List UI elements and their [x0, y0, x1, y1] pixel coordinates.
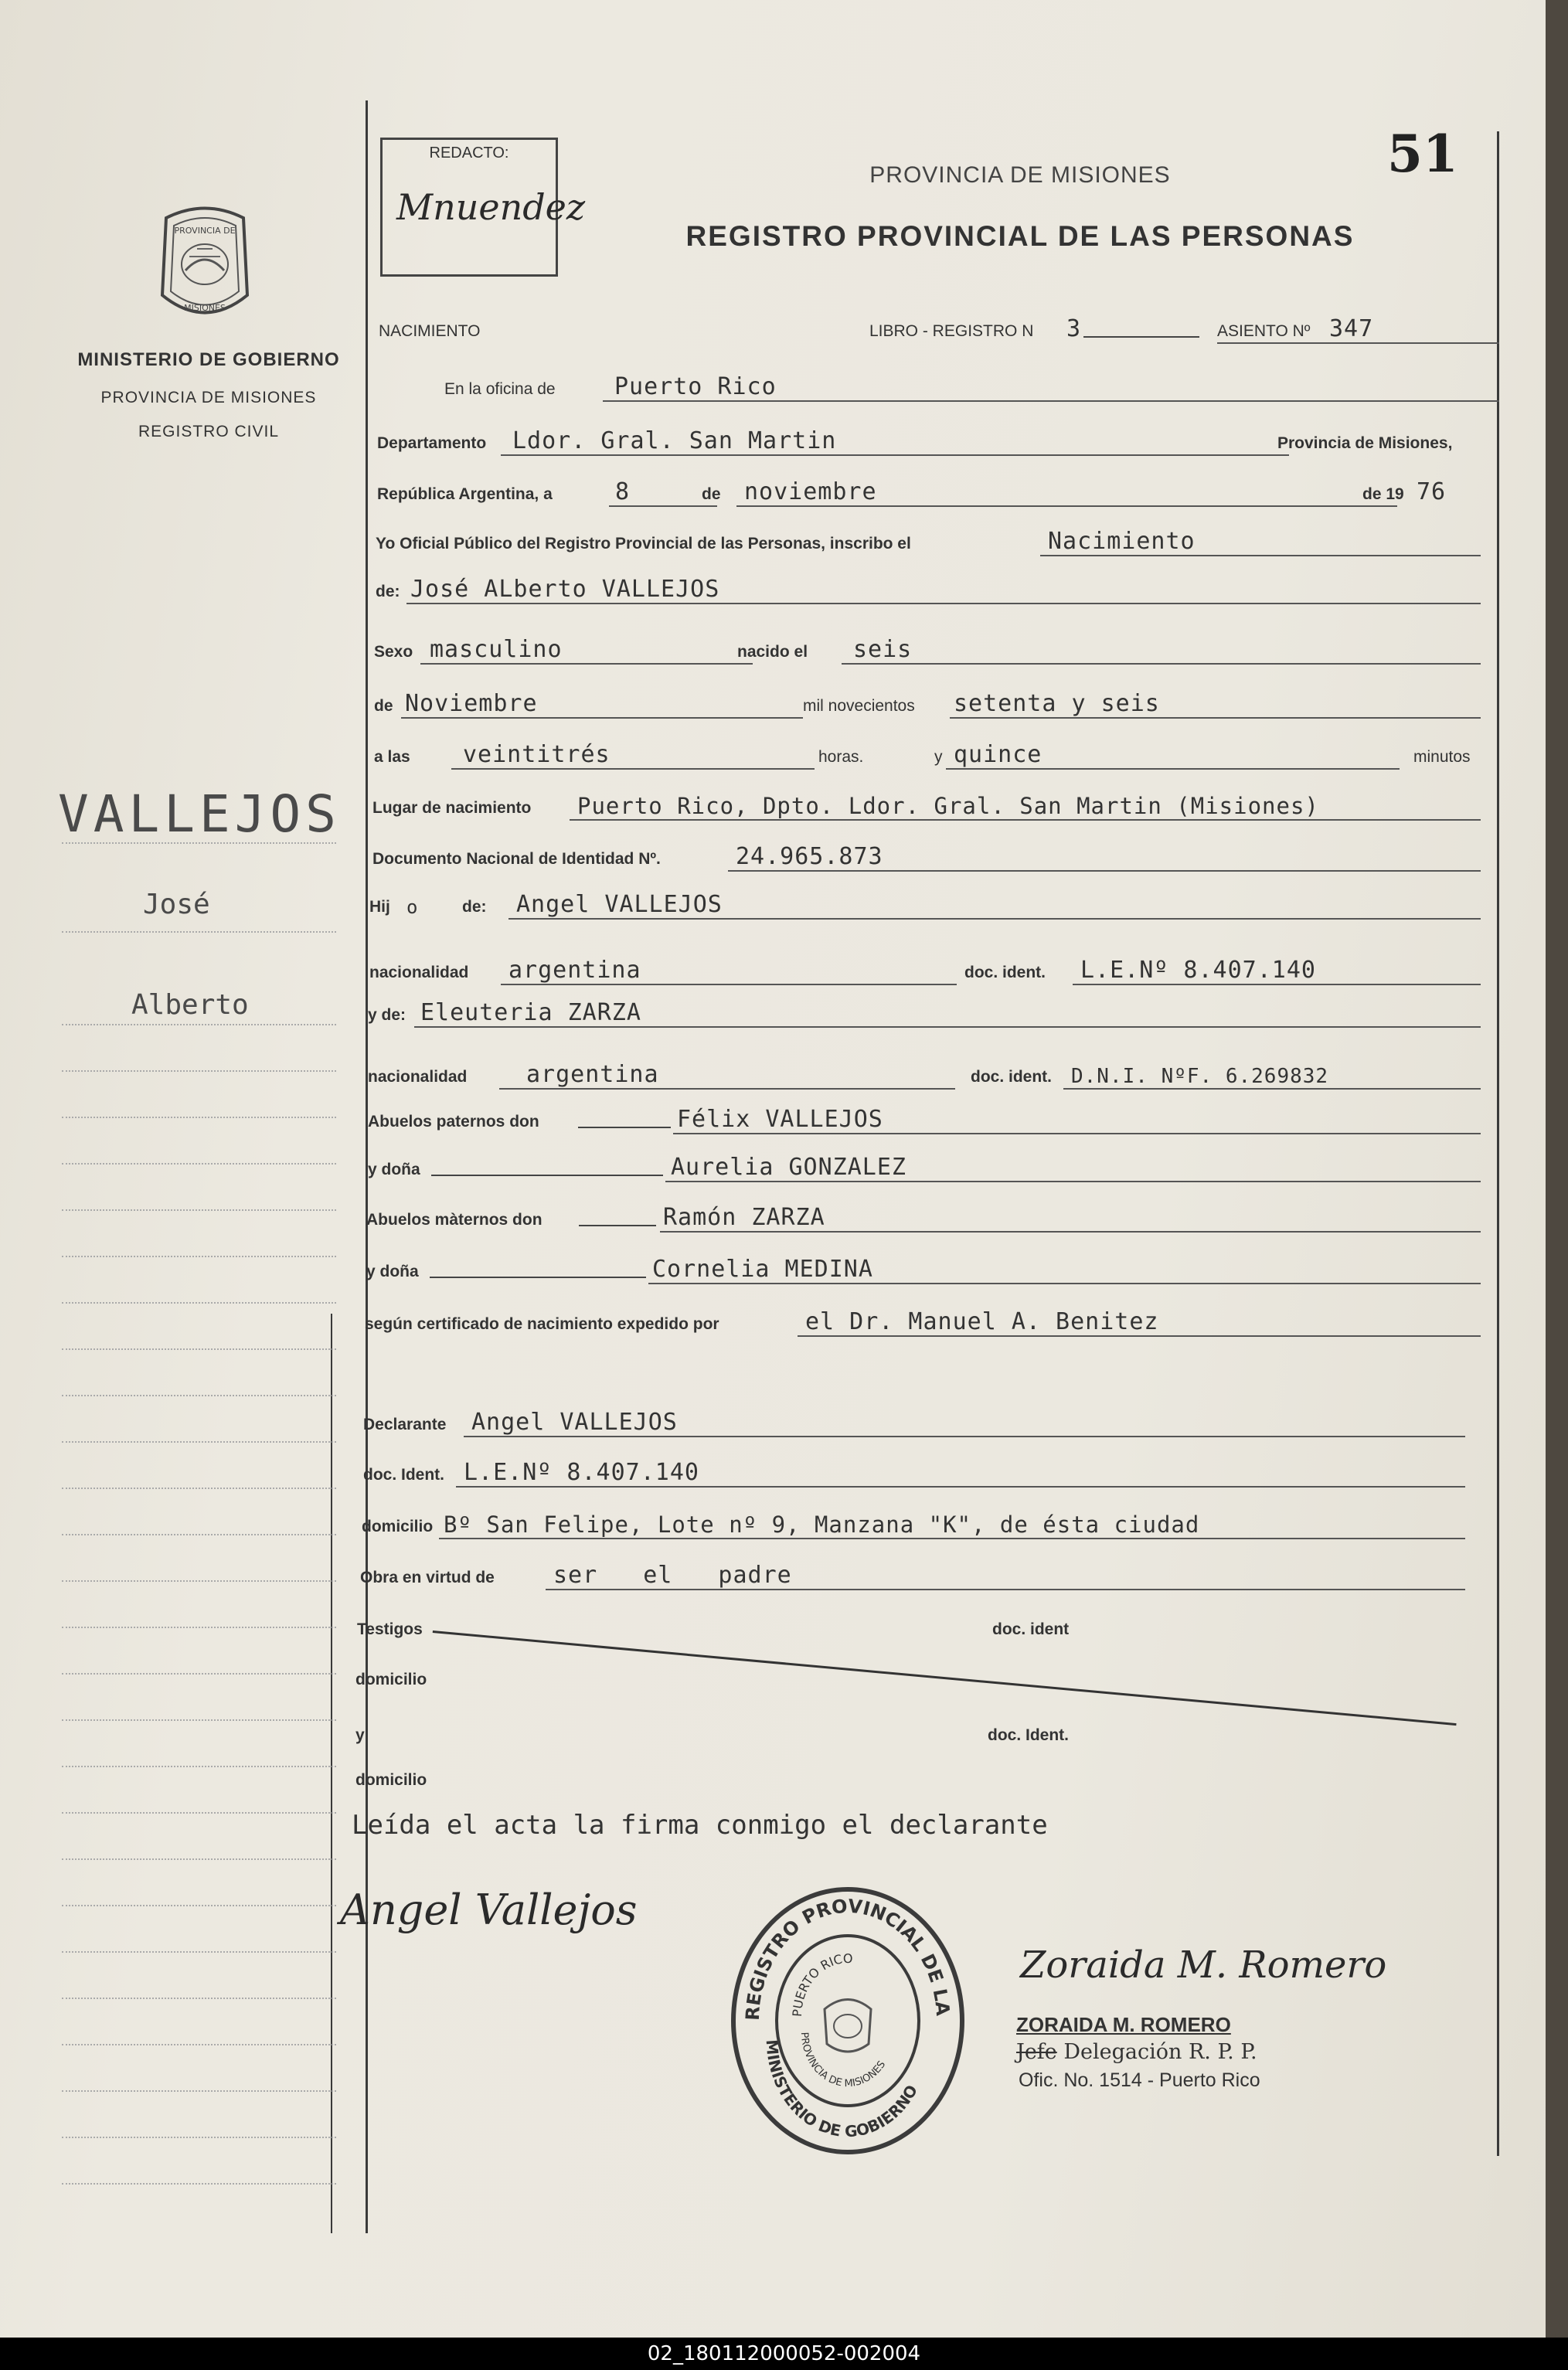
margin-dotline — [62, 1348, 336, 1350]
asiento-line — [1217, 342, 1499, 344]
madre-line — [414, 1026, 1481, 1028]
decl-doc-line — [456, 1486, 1465, 1488]
row-domicilio2 — [355, 1661, 1465, 1695]
hijo-de-label: de: — [462, 898, 487, 916]
margin-dotline — [62, 2183, 336, 2185]
abuela-mat-line — [648, 1283, 1481, 1284]
margin-dotline — [62, 1024, 336, 1025]
dash — [431, 1175, 663, 1176]
de-label: de — [702, 485, 721, 503]
mes-line — [736, 505, 1397, 507]
testigos-label: Testigos — [357, 1620, 423, 1638]
redacto-signature: Mnuendez — [396, 186, 586, 228]
nacido-line — [842, 663, 1481, 665]
stamp-inner-top: PUERTO RICO — [789, 1950, 853, 2018]
dash — [578, 1127, 671, 1128]
margin-dotline — [62, 2090, 336, 2092]
padre-value: Angel VALLEJOS — [516, 891, 723, 918]
libro-label: LIBRO - REGISTRO N — [869, 322, 1034, 340]
nombre-value: José ALberto VALLEJOS — [410, 576, 720, 603]
dni-label: Documento Nacional de Identidad Nº. — [372, 850, 661, 868]
row-abuela-pat — [368, 1151, 1481, 1185]
doc-ident2-label: doc. ident — [992, 1620, 1070, 1638]
oficina-label: En la oficina de — [444, 380, 556, 398]
margin-dotline — [62, 1534, 336, 1535]
row-declarante — [363, 1406, 1465, 1440]
margin-dotline — [62, 1812, 336, 1814]
decl-doc-value: L.E.Nº 8.407.140 — [464, 1459, 699, 1486]
official-title-struck: Jefe — [1016, 2040, 1057, 2064]
page-number: 51 — [1387, 124, 1458, 184]
margin-dotline — [62, 1627, 336, 1628]
row-nacimiento — [379, 313, 1499, 347]
nac-anio-value: setenta y seis — [954, 690, 1160, 717]
abuela-pat-line — [665, 1181, 1481, 1182]
domicilio-line — [439, 1538, 1465, 1539]
redacto-box — [380, 138, 586, 277]
province-emblem-icon — [151, 202, 259, 334]
ministry-title: MINISTERIO DE GOBIERNO — [77, 349, 340, 370]
svg-text:PROVINCIA DE MISIONES — [798, 2032, 888, 2089]
madre-nac-line — [499, 1088, 955, 1090]
nac-mes-line — [401, 717, 803, 719]
nac-mes-value: Noviembre — [405, 690, 538, 717]
declarante-label: Declarante — [363, 1416, 447, 1433]
doc-ident-label: doc. ident. — [971, 1068, 1052, 1086]
horas-value: veintitrés — [463, 741, 611, 768]
obra-line — [546, 1589, 1465, 1590]
row-certificado — [365, 1306, 1481, 1340]
padre-doc: L.E.Nº 8.407.140 — [1080, 957, 1316, 984]
registry-title: REGISTRO PROVINCIAL DE LAS PERSONAS — [685, 220, 1355, 252]
row-obra — [360, 1559, 1465, 1593]
hijo-label: Hij — [369, 898, 390, 916]
madre-value: Eleuteria ZARZA — [420, 999, 641, 1026]
row-nac-mes — [374, 688, 1481, 722]
file-id-label: 02_180112000052-002004 — [647, 2342, 921, 2365]
domicilio-value: Bº San Felipe, Lote nº 9, Manzana "K", de ésta ciudad — [444, 1511, 1200, 1538]
obra-label: Obra en virtud de — [360, 1569, 495, 1586]
padre-nac-line — [501, 984, 957, 985]
margin-dotline — [62, 1580, 336, 1582]
declarante-signature: Angel Vallejos — [340, 1885, 638, 1934]
sexo-value: masculino — [430, 636, 563, 663]
abuela-pat-value: Aurelia GONZALEZ — [671, 1154, 906, 1181]
nacionalidad-label: nacionalidad — [368, 1068, 468, 1086]
redacto-label: REDACTO: — [429, 145, 509, 162]
row-madre-nac — [368, 1059, 1481, 1093]
y-dona-label: y doña — [366, 1263, 419, 1280]
anio-value: 76 — [1417, 478, 1447, 505]
decl-doc-label: doc. Ident. — [363, 1466, 444, 1484]
padre-line — [508, 918, 1481, 920]
y2-label: y — [355, 1726, 365, 1744]
abuelo-pat-value: Félix VALLEJOS — [677, 1106, 883, 1133]
declarante-value: Angel VALLEJOS — [471, 1409, 678, 1436]
official-title — [1016, 2040, 1257, 2064]
lugar-line — [570, 819, 1481, 821]
asiento-label: ASIENTO Nº — [1217, 322, 1311, 340]
doc-ident-label: doc. ident. — [964, 964, 1046, 981]
inner-left-line — [331, 1314, 332, 2233]
abuelo-pat-line — [673, 1133, 1481, 1134]
a-las-label: a las — [374, 748, 410, 766]
sexo-line — [420, 663, 753, 665]
oficina-value: Puerto Rico — [614, 373, 777, 400]
row-hora — [374, 739, 1481, 773]
oficina-line — [603, 400, 1499, 402]
departamento-line — [501, 454, 1289, 456]
oficial-label: Yo Oficial Público del Registro Provincial de las Personas, inscribo el — [376, 535, 911, 553]
nacido-value: seis — [853, 636, 913, 663]
stamp-seal-icon — [728, 1885, 968, 2156]
y-dona-label: y doña — [368, 1161, 420, 1178]
margin-dotline — [62, 2137, 336, 2138]
ministry-registry: REGISTRO CIVIL — [138, 423, 280, 440]
mes-value: noviembre — [744, 478, 877, 505]
row-madre — [368, 997, 1481, 1031]
abuelos-pat-label: Abuelos paternos don — [368, 1113, 539, 1131]
declarante-line — [464, 1436, 1465, 1437]
row-hijo — [369, 889, 1481, 923]
domicilio-label: domicilio — [362, 1518, 434, 1535]
departamento-label: Departamento — [377, 434, 487, 452]
stamp-outer-bottom: MINISTERIO DE GOBIERNO — [762, 2038, 922, 2141]
dni-value: 24.965.873 — [736, 843, 883, 870]
margin-dotline — [62, 2044, 336, 2045]
abuelo-mat-line — [660, 1231, 1481, 1233]
abuelos-mat-label: Abuelos màternos don — [366, 1211, 543, 1229]
row-nombre — [376, 573, 1481, 607]
page-edge-shadow — [1546, 0, 1568, 2338]
province-title: PROVINCIA DE MISIONES — [869, 162, 1171, 188]
svg-text:PUERTO RICO — [790, 1951, 853, 2017]
lugar-value: Puerto Rico, Dpto. Ldor. Gral. San Martin (Misiones) — [577, 793, 1319, 819]
certificado-value: el Dr. Manuel A. Benitez — [805, 1308, 1159, 1335]
domicilio2-label: domicilio — [355, 1671, 427, 1688]
emblem-top-text: PROVINCIA DE — [174, 226, 236, 236]
obra-value: ser el padre — [553, 1562, 792, 1589]
official-stamp — [728, 1885, 968, 2156]
margin-dotline — [62, 1070, 336, 1072]
dash — [1083, 336, 1199, 338]
hijo-suffix: o — [406, 896, 419, 918]
margin-dotline — [62, 1441, 336, 1443]
dash — [579, 1225, 656, 1226]
ministry-province: PROVINCIA DE MISIONES — [100, 389, 317, 406]
row-abuelo-pat — [368, 1103, 1481, 1137]
sexo-label: Sexo — [374, 643, 413, 661]
dia-value: 8 — [615, 478, 631, 505]
row-oficina — [379, 371, 1499, 405]
libro-value: 3 — [1066, 315, 1082, 342]
nacionalidad-label: nacionalidad — [369, 964, 469, 981]
margin-dotline — [62, 1858, 336, 1860]
row-abuela-mat — [366, 1253, 1481, 1287]
official-signature: Zoraida M. Romero — [1020, 1943, 1387, 1987]
y-de-label: y de: — [368, 1006, 406, 1024]
mil-label: mil novecientos — [803, 697, 915, 715]
de-anio-label: de 19 — [1362, 485, 1404, 503]
provincia-label: Provincia de Misiones, — [1277, 434, 1453, 452]
margin-dotline — [62, 1209, 336, 1211]
margin-dotline — [62, 1951, 336, 1953]
row-lugar — [372, 790, 1481, 824]
minutos-line — [946, 768, 1400, 770]
certificado-line — [798, 1335, 1481, 1337]
padre-nacionalidad: argentina — [508, 957, 641, 984]
margin-dotline — [62, 1302, 336, 1304]
row-abuelo-mat — [366, 1202, 1481, 1236]
row-departamento — [377, 425, 1498, 459]
margin-dotline — [62, 1395, 336, 1396]
nombre-line — [406, 603, 1481, 604]
margin-middle-name: Alberto — [131, 989, 249, 1021]
y-label: y — [934, 748, 943, 766]
svg-text:MINISTERIO DE GOBIERNO — [763, 2039, 921, 2141]
certificado-label: según certificado de nacimiento expedido por — [365, 1315, 719, 1333]
domicilio3-label: domicilio — [355, 1771, 427, 1789]
minutos-label: minutos — [1413, 748, 1471, 766]
margin-dotline — [62, 1256, 336, 1257]
row-domicilio3 — [355, 1762, 1465, 1796]
lugar-label: Lugar de nacimiento — [372, 799, 532, 817]
dash — [430, 1277, 646, 1278]
official-office: Ofic. No. 1514 - Puerto Rico — [1019, 2069, 1260, 2091]
row-sexo — [374, 634, 1481, 668]
madre-doc: D.N.I. NºF. 6.269832 — [1071, 1065, 1329, 1088]
row-domicilio — [362, 1508, 1465, 1542]
emblem-bottom-text: MISIONES — [184, 303, 226, 313]
closing-text: Leída el acta la firma conmigo el declarante — [352, 1810, 1048, 1841]
margin-first-name: José — [143, 889, 210, 920]
margin-dotline — [62, 1163, 336, 1165]
row-inscribo — [376, 525, 1481, 559]
row-dni — [372, 841, 1481, 875]
margin-dotline — [62, 1719, 336, 1721]
margin-dotline — [62, 1673, 336, 1675]
margin-dotline — [62, 931, 336, 933]
inscribo-value: Nacimiento — [1048, 528, 1196, 555]
doc-ident3-label: doc. Ident. — [988, 1726, 1069, 1744]
row-decl-doc — [363, 1457, 1465, 1491]
row-y2 — [355, 1717, 1465, 1751]
stamp-outer-text: REGISTRO PROVINCIAL DE LA — [741, 1895, 954, 2021]
asiento-value: 347 — [1329, 315, 1374, 342]
departamento-value: Ldor. Gral. San Martin — [512, 427, 837, 454]
madre-nacionalidad: argentina — [526, 1061, 659, 1088]
de-mes-label: de — [374, 697, 393, 715]
de-nombre-label: de: — [376, 583, 400, 600]
minutos-value: quince — [954, 741, 1042, 768]
nacimiento-label: NACIMIENTO — [379, 322, 481, 340]
margin-dotline — [62, 1998, 336, 1999]
stamp-inner-bottom: PROVINCIA DE MISIONES — [798, 2032, 889, 2090]
official-title-text: Delegación R. P. P. — [1063, 2040, 1257, 2064]
margin-dotline — [62, 1117, 336, 1118]
row-fecha — [377, 476, 1498, 510]
abuela-mat-value: Cornelia MEDINA — [652, 1256, 873, 1283]
margin-dotline — [62, 842, 336, 844]
madre-doc-line — [1063, 1088, 1481, 1090]
nacido-label: nacido el — [737, 643, 808, 661]
row-padre-nac — [369, 954, 1481, 988]
abuelo-mat-value: Ramón ZARZA — [663, 1204, 825, 1231]
official-name: ZORAIDA M. ROMERO — [1016, 2013, 1231, 2036]
horas-label: horas. — [818, 748, 864, 766]
dia-line — [609, 505, 717, 507]
margin-dotline — [62, 1905, 336, 1906]
padre-doc-line — [1073, 984, 1481, 985]
margin-dotline — [62, 1488, 336, 1489]
inscribo-line — [1040, 555, 1481, 556]
nac-anio-line — [950, 717, 1481, 719]
margin-dotline — [62, 1766, 336, 1767]
margin-surname: VALLEJOS — [58, 784, 341, 844]
dni-line — [728, 870, 1481, 872]
horas-line — [451, 768, 815, 770]
republica-label: República Argentina, a — [377, 485, 553, 503]
